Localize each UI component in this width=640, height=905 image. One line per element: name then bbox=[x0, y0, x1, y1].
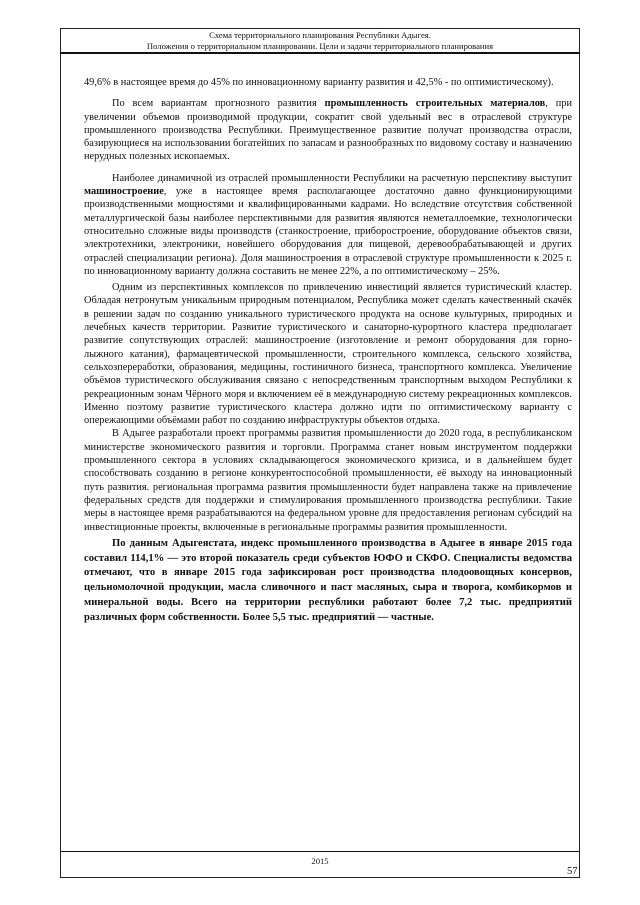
paragraph-3-text-a: Наиболее динамичной из отраслей промышленности Республики на расчетную перспективу выступит bbox=[112, 172, 572, 184]
page-header bbox=[60, 30, 580, 51]
document-body bbox=[84, 76, 572, 626]
paragraph-3 bbox=[84, 172, 572, 278]
page-number: 57 bbox=[567, 866, 578, 877]
header-title: Схема территориального планирования Республики Адыгея. bbox=[209, 30, 431, 40]
paragraph-4: Одним из перспективных комплексов по привлечению инвестиций является туристический кластер. Обладая нетронутым уникальным природным потенциалом, Республика может сделать качественный скачёк в решении задач по созданию уникального туристического продукта на основе культурных, природных и лечебных качеств территории. Развитие туристического и санаторно-курортного кластера предполагает развитие сопутствующих отраслей: машиностроение (изготовление и ремонт оборудования для горно-лыжного катания), фармацевтической промышленности, строительного комплекса, сельского хозяйства, сельхозпереработки, образования, медицины, гостиничного бизнеса, транспортного комплекса. Увеличение объёмов туристического обслуживания связано с непосредственным транспортным выходом Республики к рекреационным зонам Чёрного моря и включением её в международную систему рекреационных комплексов. Именно поэтому развитие туристического кластера должно идти по оптимистическому варианту с опережающими объёмами работ по созданию инфраструктуры объектов отдыха. bbox=[84, 282, 572, 427]
paragraph-2-emphasis: промышленность строительных материалов bbox=[324, 98, 546, 110]
paragraph-5: В Адыгее разработали проект программы развития промышленности до 2020 года, в республиканском министерстве экономического развития и торговли. Программа станет новым инструментом поддержки промышленного сектора в условиях складывающегося экономического кризиса, и в дальнейшем будет способствовать созданию в регионе конкурентоспособной промышленности, её выходу на инновационный путь развития. региональная программа развития промышленности будет направлена также на привлечение федеральных средств для поддержки и стимулирования промышленного производства республики. Такие меры в настоящее время разрабатываются на федеральном уровне для предоставления регионам субсидий на инвестиционные проекты, включенные в региональные программы развития промышленности. bbox=[84, 428, 572, 533]
paragraph-2-text-c: , при увеличении объемов производимой продукции, сократит свой удельный вес в отраслевой структуре промышленного производства Республики. Преимущественное развитие получат производства отрасли, базирующиеся на использовании богатейших по запасам и разнообразных по видовому составу и назначению нерудных полезных ископаемых. bbox=[84, 98, 572, 163]
paragraph-1: 49,6% в настоящее время до 45% по инновационному варианту развития и 42,5% - по оптимистическому). bbox=[84, 77, 554, 88]
footer-year: 2015 bbox=[311, 856, 329, 866]
paragraph-3-text-c: , уже в настоящее время располагающее достаточно давно функционирующими производственными мощностями и квалифицированными кадрами. Но вследствие отсутствия собственной металлургической базы наиболее перспективными для развития являются неметаллоемкие, технологически относительно сложные виды производств (станкостроение, приборостроение, оборудование объектов связи, электротехники, электроники, новейшего оборудования для пищевой, деревообрабатывающей и других отраслей специализации региона). Доля машиностроения в отраслевой структуре промышленности к 2025 г. по инновационному варианту должна составить не менее 22%, а по оптимистическому – 25%. bbox=[84, 186, 572, 277]
paragraph-3-emphasis: машиностроение bbox=[84, 186, 164, 198]
header-subtitle: Положения о территориальном планировании. Цели и задачи территориального планирования bbox=[146, 40, 494, 51]
footer-divider bbox=[60, 851, 580, 852]
header-divider bbox=[60, 52, 580, 54]
paragraph-2-text-a: По всем вариантам прогнозного развития bbox=[112, 98, 325, 110]
paragraph-6: По данным Адыгеястата, индекс промышленного производства в Адыгее в январе 2015 года составил 114,1% — это второй показатель среди субъектов ЮФО и СКФО. Специалисты ведомства отмечают, что в январе 2015 года зафиксирован рост производства плодоовощных консервов, цельномолочной продукции, масла сливочного и паст масляных, сыра и творога, комбикормов и минеральной воды. Всего на территории республики работают более 7,2 тыс. предприятий различных форм собственности. Более 5,5 тыс. предприятий — частные. bbox=[84, 537, 572, 623]
paragraph-2 bbox=[84, 97, 572, 163]
